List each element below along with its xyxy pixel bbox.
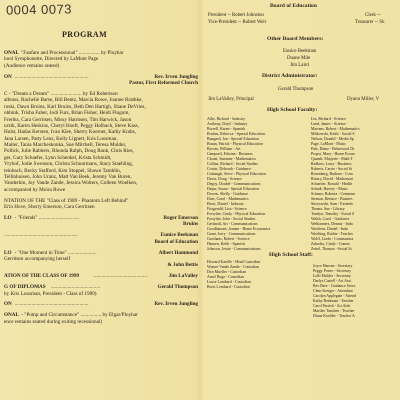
program-item-label: G OF DIPLOMAS: [4, 284, 46, 291]
program-line-text: Freriks, Cara Gerritsen, Missy Harmsen, Tim Harwick, Jason: [4, 116, 132, 123]
program-line-text: NTATION OF THE "Class of 1989 - Phantom Left Behind": [4, 197, 129, 204]
board-president: President -- Robert Johnston: [208, 13, 264, 18]
faculty-member: Quandt, Marjorie - Math T: [311, 157, 353, 161]
program-list: [0, 50, 200, 330]
staff-member: Boris Lombard - Custodian: [207, 285, 250, 289]
board-treasurer: Treasurer -- Sh: [355, 20, 385, 25]
program-line: [0, 301, 200, 307]
program-line-text: ......................................: [50, 284, 101, 291]
program-item-label: ONAL: [4, 50, 19, 56]
program-line-text: Vryhof, Jodie Swenson, Christa Schuurmans, Stacy Staehling,: [4, 161, 134, 168]
faculty-member: Welbanners, Dennis - Indu: [311, 222, 353, 226]
faculty-member: Borrell, Karen - Spanish: [207, 127, 246, 131]
program-line-text: .........................................................: [14, 73, 89, 80]
program-line: [0, 204, 200, 210]
faculty-column-2: [311, 117, 360, 252]
staff-member: Marilee Tanchen - Teacher: [313, 309, 355, 313]
program-item-label: ATION OF THE CLASS OF 1999: [4, 273, 80, 280]
staff-member: Don Mueller - Custodian: [207, 270, 247, 274]
faculty-member: Johnson, Jessie - Communications: [207, 247, 261, 251]
faculty-member: Rosenberg, Barbara - Com: [311, 172, 353, 176]
faculty-member: Hansen, Keith - Spanish: [207, 242, 245, 246]
program-line-text: ger, Gary Schaefer, Lynn Schenkel, Krista Schmidt,: [4, 154, 112, 161]
program-performer-subtitle: & John Bettis: [167, 262, 198, 269]
program-line-text: "Fanfare and Processional" ................ by Ployhar: [21, 50, 124, 56]
faculty-member: Walsh, Carol - Guidance: [311, 217, 350, 221]
faculty-member: Gerhardt, Art - Communications: [207, 222, 258, 226]
administrator-name: Gerald Thompson: [278, 87, 314, 92]
faculty-member: Campseil, Edwina - Business: [207, 152, 253, 156]
program-line-text: - "Friends" ...............................: [14, 214, 79, 221]
faculty-member: Martens, Robert - Mathematics: [311, 127, 360, 131]
program-performer: Jim LaValley: [168, 273, 198, 280]
program-item: [0, 232, 200, 245]
staff-member: Louse Lombard - Custodian: [207, 280, 251, 284]
faculty-member: Palz, Diane - Behavioral Di: [311, 147, 355, 151]
faculty-member: Cowin, Deborah - Guidance: [207, 167, 251, 171]
faculty-member: Crabaugh, Steve - Physical Education: [207, 172, 266, 176]
program-line-text: urzik, Karen Heskins, Cheryl Hoeft, Peggy Holbach, Steve Kass,: [4, 122, 139, 129]
program-item-label: LO: [4, 214, 12, 221]
program-line-text: Gerritsen accompanying herself: [4, 255, 71, 262]
faculty-member: Fitzgerald, Lisa - Science: [207, 207, 247, 211]
faculty-member: Byrom, William - Art: [207, 147, 241, 151]
program-item: [0, 312, 200, 325]
program-line-text: .........................................................: [14, 301, 89, 308]
program-item-label: ONAL: [4, 312, 19, 319]
program-line: [0, 319, 200, 325]
board-member: Eunice Beekman: [283, 49, 317, 54]
program-performer: Albert Hammond: [158, 249, 198, 256]
program-line-text: - "Pomp and Circumstance" ................ by Elgar/Ployhar: [21, 312, 138, 319]
faculty-member: Tomlyn, Timothy - Social S: [311, 212, 355, 216]
faculty-member: Forsythe, Cindy - Physical Education: [207, 212, 266, 216]
program-item: [0, 74, 200, 87]
officials-panel: [205, 0, 400, 400]
program-line: [0, 291, 200, 297]
program-line-text: C - "Dream a Dream" ........................ by Ed Robertson: [4, 90, 118, 97]
principal-name: Jim LaValley, Principal: [208, 97, 254, 102]
staff-member: Carol Parrish - Art Aide: [313, 304, 351, 308]
program-line: [0, 262, 200, 268]
program-line-text: - "One Moment in Time" ......................: [14, 249, 97, 256]
faculty-member: Depar, Susan - Special Education: [207, 187, 260, 191]
staff-member: Arnel Boge - Custodian: [207, 275, 245, 279]
faculty-member: Milkowski, Keith - Social S: [311, 132, 355, 136]
staff-member: Bev Bere - Guidance Secre: [313, 284, 356, 288]
faculty-member: Schnarr, Roberta - Commun: [311, 192, 355, 196]
faculty-member: Davis, Doug - Science: [207, 177, 243, 181]
program-line-text: Maiter, Tania Marcheskonka, Sue Mitchell, Teresa Mulder,: [4, 142, 127, 149]
archive-number: 0004 0073: [5, 1, 73, 18]
staff-member: Howard Karelle - Head Custodian: [207, 260, 261, 264]
program-line-text: Tellinhuisen, John Uranz, Matt Van Beek, Jeremy Van Buren,: [4, 174, 132, 181]
program-performer-subtitle: Pastor, First Reformed Church: [129, 80, 198, 87]
program-item: [0, 50, 200, 69]
program-line-text: ence remains seated during exiting recessional): [4, 318, 103, 325]
staff-member: Clem Kreiger - Attendant: [313, 289, 353, 293]
program-line: [0, 80, 200, 86]
board-vice-president: Vice-President -- Robert Weir: [208, 20, 267, 25]
program-item-label: LO: [4, 249, 12, 256]
program-performer: Gerald Thompson: [157, 284, 198, 291]
faculty-title: High School Faculty:: [267, 107, 318, 113]
faculty-member: Page, LaMont - Music: [311, 142, 347, 146]
program-item: [0, 198, 200, 211]
program-line-text: Jana Larsen, Patty Lenz, Kelly Lippert, Kris Loosman,: [4, 135, 118, 142]
faculty-member: Bruhns, Rebecca - Special Education: [207, 132, 265, 136]
other-board-title: Other Board Members:: [267, 36, 324, 42]
staff-column-1: [207, 260, 260, 290]
program-line-text: Hulst, Hadas Kersten, Ivan Klee, Sherry Koerner, Kathy Krabs,: [4, 129, 136, 136]
administrator-title: District Administrator:: [262, 73, 318, 79]
program-item: [0, 91, 200, 193]
program-line-text: .........................................: [93, 273, 147, 280]
assistant-principal-name: Dyann Miller, V: [347, 97, 380, 102]
faculty-member: Radkow, Larry - Business: [311, 162, 352, 166]
board-member: Jim Laird: [290, 63, 309, 68]
program-line: [0, 273, 200, 279]
staff-member: Peggy Porter - Secretary: [313, 269, 352, 273]
program-item: [0, 273, 200, 279]
program-performer-subtitle: Bruins: [183, 221, 198, 228]
program-line: [0, 63, 200, 69]
faculty-member: Anthony, Daryl - Industry: [207, 122, 248, 126]
program-line-text: albrass, Rachelle Barse, Bill Bentz, Marcia Rowe, Joanne Brathke,: [4, 97, 143, 104]
staff-member: Diane Koehler - Teacher A: [313, 314, 355, 318]
program-line-text: .........................................................: [4, 232, 78, 239]
program-performer-subtitle: Board of Education: [154, 238, 198, 245]
staff-member: Lolli Mulder - Secretary: [313, 274, 351, 278]
faculty-member: Alliv, Richard - Industry: [207, 117, 246, 121]
program-performer: Roger Emerson: [163, 214, 198, 221]
program-performer: Rev. Irven Jungling: [154, 301, 198, 308]
program-line-text: Erin Hove, Sherry Emerson, Cara Gerritsen: [4, 204, 95, 211]
faculty-member: Clouet, Suzanne - Mathematics: [207, 157, 256, 161]
faculty-member: Woelting, Ruthie - Teacher: [311, 232, 353, 236]
program-line-text: Pollick, Julie Rabbers, Rhonda Ralph, Doug Rank, Chris Ries,: [4, 148, 134, 155]
faculty-member: Siemon, Bernice - Busines: [311, 197, 353, 201]
program-item-label: ON: [4, 301, 12, 308]
faculty-member: Ehert, Daniel - Industry: [207, 202, 244, 206]
staff-member: Wymer Vande Zande - Custodian: [207, 265, 259, 269]
faculty-member: Nelson, Donald - Media Sp: [311, 137, 354, 141]
staff-member: Kathy Beekman - Teacher: [313, 299, 354, 303]
program-line-text: (Audience remains seated): [4, 62, 60, 69]
faculty-member: Schueiter, Ronald - Health: [311, 182, 353, 186]
faculty-member: Duer, Carol - Mathematics: [207, 197, 249, 201]
board-clerk: Clerk --: [365, 13, 381, 18]
program-line-text: roski, Dawn Bruins, Karl Bruins, Beth Den Hartigh, Shane DeVries,: [4, 103, 146, 110]
program-item-label: ON: [4, 73, 12, 80]
program-line-text: accompanied by Moira Rowe: [4, 186, 66, 193]
faculty-member: Downs, Shelly - Guidance: [207, 192, 249, 196]
faculty-member: Degoy, Doubel - Communications: [207, 182, 261, 186]
faculty-member: Strorowski, Sam - Extende: [311, 202, 353, 206]
program-line: [0, 187, 200, 193]
faculty-member: Lin, Richard - Science: [311, 117, 347, 121]
program-performer: Eunice Beekman: [160, 232, 198, 239]
faculty-member: Rotary, David - Mathemati: [311, 177, 353, 181]
program-line-text: by Kris Loosman, President - Class of 1989): [4, 290, 97, 297]
program-item: [0, 215, 200, 228]
staff-column-2: [313, 264, 356, 319]
program-line-text: obbink, Trisha Faber, Jodi Furs, Brian Fisher, Heidi Flugum,: [4, 110, 130, 117]
program-item: [0, 301, 200, 307]
program-line: [0, 239, 200, 245]
program-line: [0, 221, 200, 227]
faculty-member: Goodhausen, Joanne - Home Economics: [207, 227, 271, 231]
faculty-member: Roberts, Carrie - Social St: [311, 167, 352, 171]
program-title: PROGRAM: [62, 30, 108, 39]
board-title: Board of Education: [270, 3, 317, 9]
program-item: [0, 284, 200, 297]
board-member: Duane Mile: [287, 56, 311, 61]
faculty-member: Zettel, Thomas - Social St: [311, 247, 352, 251]
program-performer: Rev. Irven Jungling: [154, 73, 198, 80]
faculty-member: Zahrobo, Cindy - Comm: [311, 242, 350, 246]
staff-title: High School Staff:: [269, 252, 313, 258]
faculty-member: Wolff, Linda - Communica: [311, 237, 354, 241]
faculty-member: Collins, Richard - Social Studies: [207, 162, 258, 166]
program-line-text: Vanderkin, Joy Vande Zande, Jessica Wolters, Colleen Woelken,: [4, 180, 138, 187]
program-item: [0, 250, 200, 269]
staff-member: Darlys Castell - Art Assi: [313, 279, 352, 283]
staff-member: Carolyn Applegate - Attend: [313, 294, 356, 298]
faculty-member: Forsythe, John - Social Studies: [207, 217, 256, 221]
faculty-member: Propst, Mary - Home Econo: [311, 152, 355, 156]
faculty-member: Braun, Patrick - Physical Education: [207, 142, 263, 146]
program-line-text: teinbach, Becky Stafford, Kim Stoppel, Shawn Tamblin,: [4, 167, 122, 174]
faculty-member: Grant, Jerry - Communications: [207, 232, 256, 236]
faculty-member: Woeltern, Daniel - Indu: [311, 227, 348, 231]
faculty-column-1: [207, 117, 270, 252]
staff-member: Joyce Hansen - Secretary: [313, 264, 353, 268]
faculty-member: Thoma, Sue - Library: [311, 207, 345, 211]
faculty-member: Groshans, Robert - Science: [207, 237, 250, 241]
faculty-member: Schadt, Harvey - Music: [311, 187, 348, 191]
faculty-member: Bungard, Jon - Special Education: [207, 137, 260, 141]
program-line-text: hool Symphonette, Directed by LaMont Page: [4, 56, 99, 63]
faculty-member: Lund, James - Science: [311, 122, 347, 126]
